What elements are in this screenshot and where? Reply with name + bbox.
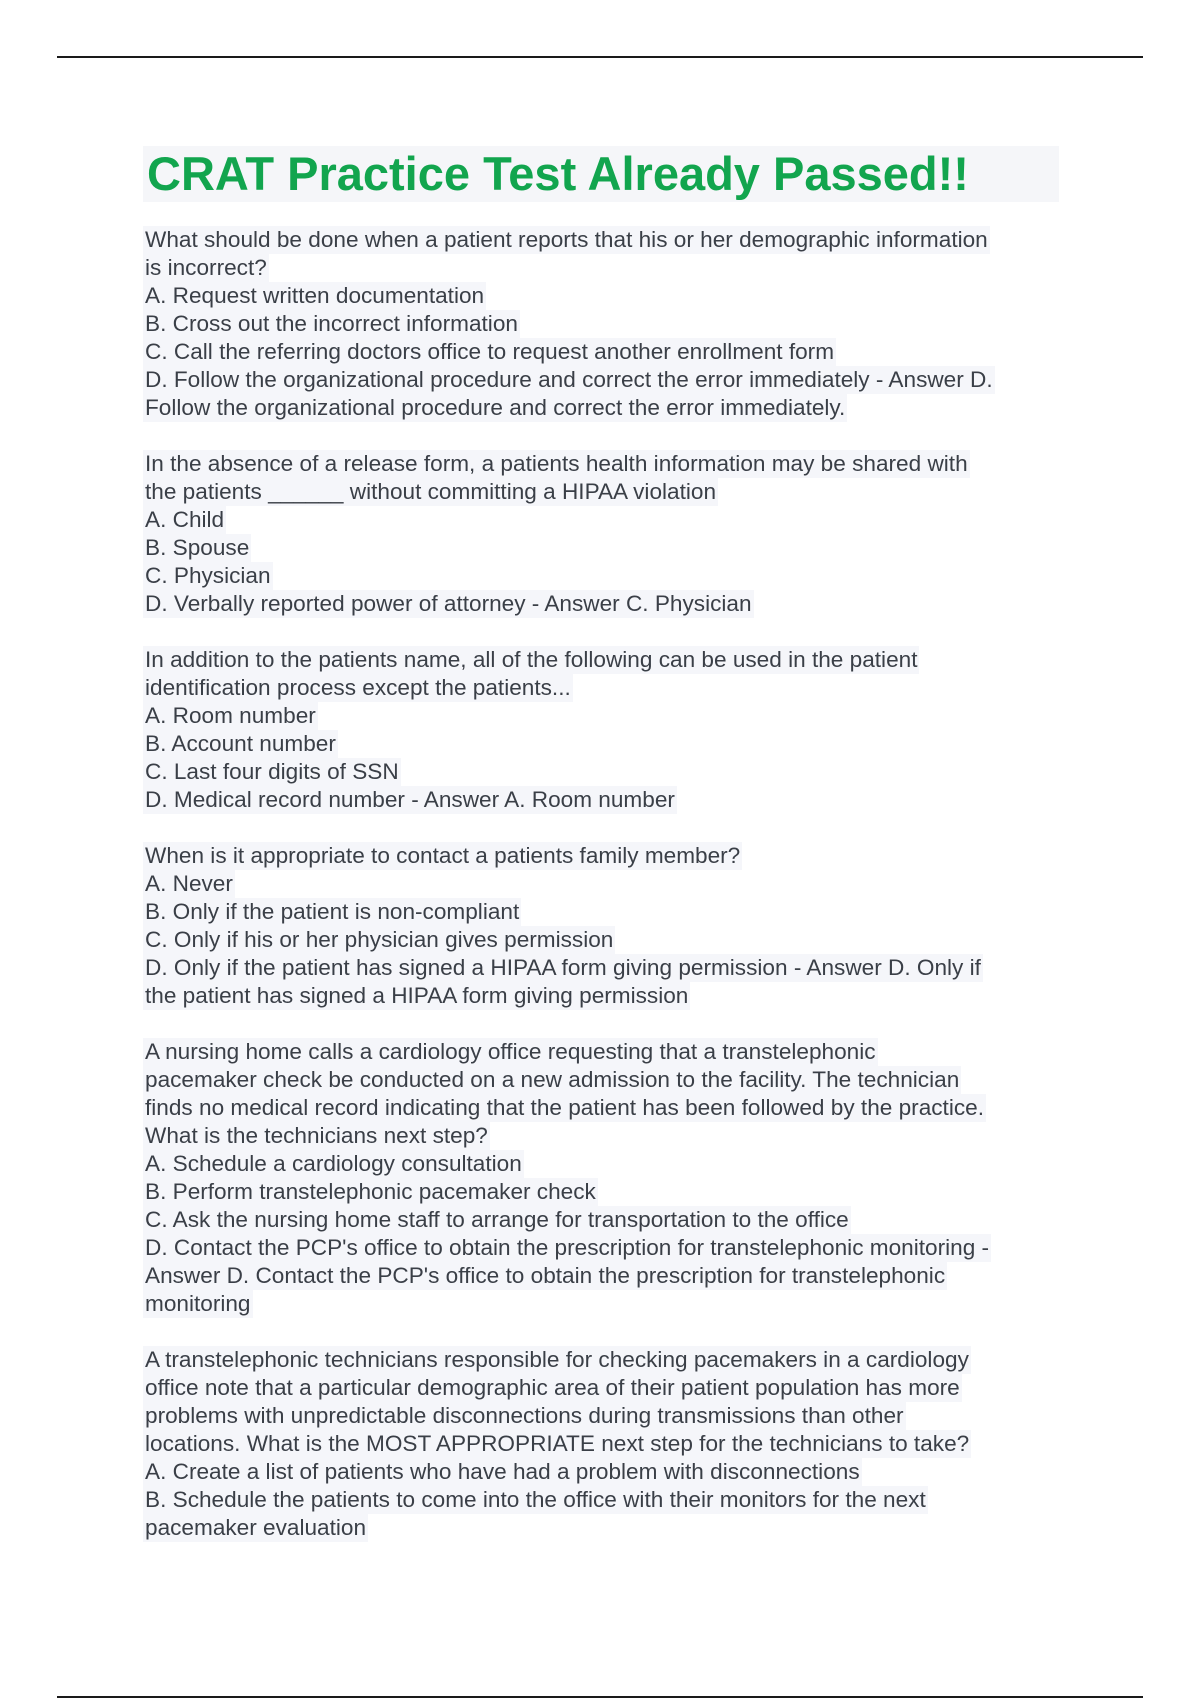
question-line: identification process except the patients... [145, 675, 571, 700]
question-line: In the absence of a release form, a patients health information may be shared with [145, 451, 968, 476]
question-line: C. Physician [145, 563, 271, 588]
question-line: problems with unpredictable disconnections during transmissions than other [145, 1403, 904, 1428]
question-line: finds no medical record indicating that the patient has been followed by the practice. [145, 1095, 984, 1120]
question-line: the patients ______ without committing a HIPAA violation [145, 479, 717, 504]
question-line: B. Only if the patient is non-compliant [145, 899, 520, 924]
question-line: D. Medical record number - Answer A. Room number [145, 787, 675, 812]
question-line: the patient has signed a HIPAA form giving permission [145, 983, 689, 1008]
question-line: C. Only if his or her physician gives permission [145, 927, 614, 952]
question-line: B. Spouse [145, 535, 250, 560]
question-block [143, 646, 1059, 814]
question-line: In addition to the patients name, all of the following can be used in the patient [145, 647, 918, 672]
question-line: C. Ask the nursing home staff to arrange for transportation to the office [145, 1207, 849, 1232]
document-body [143, 146, 1059, 1570]
question-line: B. Cross out the incorrect information [145, 311, 518, 336]
question-line: office note that a particular demographic area of their patient population has more [145, 1375, 960, 1400]
question-line: A. Create a list of patients who have had a problem with disconnections [145, 1459, 860, 1484]
question-line: A. Child [145, 507, 225, 532]
question-line: What is the technicians next step? [145, 1123, 488, 1148]
question-line: monitoring [145, 1291, 251, 1316]
question-line: B. Account number [145, 731, 336, 756]
question-line: A. Schedule a cardiology consultation [145, 1151, 522, 1176]
question-line: B. Perform transtelephonic pacemaker check [145, 1179, 596, 1204]
question-line: C. Last four digits of SSN [145, 759, 399, 784]
question-line: A. Never [145, 871, 233, 896]
question-line: C. Call the referring doctors office to request another enrollment form [145, 339, 835, 364]
question-block [143, 450, 1059, 618]
question-line: B. Schedule the patients to come into the office with their monitors for the next [145, 1487, 926, 1512]
page-title: CRAT Practice Test Already Passed!! [143, 146, 1059, 202]
question-line: A. Request written documentation [145, 283, 485, 308]
question-line: A transtelephonic technicians responsible for checking pacemakers in a cardiology [145, 1347, 969, 1372]
question-block [143, 226, 1059, 422]
question-line: Answer D. Contact the PCP's office to obtain the prescription for transtelephonic [145, 1263, 946, 1288]
question-line: D. Contact the PCP's office to obtain the prescription for transtelephonic monitoring - [145, 1235, 990, 1260]
question-line: pacemaker evaluation [145, 1515, 367, 1540]
question-line: When is it appropriate to contact a patients family member? [145, 843, 741, 868]
top-rule [57, 56, 1143, 58]
question-block [143, 1038, 1059, 1318]
question-line: D. Follow the organizational procedure and correct the error immediately - Answer D. [145, 367, 993, 392]
question-line: D. Only if the patient has signed a HIPAA form giving permission - Answer D. Only if [145, 955, 981, 980]
question-list [143, 226, 1059, 1542]
question-line: pacemaker check be conducted on a new admission to the facility. The technician [145, 1067, 960, 1092]
question-line: What should be done when a patient reports that his or her demographic information [145, 227, 988, 252]
question-line: locations. What is the MOST APPROPRIATE next step for the technicians to take? [145, 1431, 970, 1456]
question-line: A nursing home calls a cardiology office requesting that a transtelephonic [145, 1039, 876, 1064]
question-line: is incorrect? [145, 255, 267, 280]
question-block [143, 1346, 1059, 1542]
question-line: Follow the organizational procedure and correct the error immediately. [145, 395, 846, 420]
question-line: A. Room number [145, 703, 316, 728]
question-line: D. Verbally reported power of attorney - Answer C. Physician [145, 591, 752, 616]
bottom-rule [57, 1696, 1143, 1698]
question-block [143, 842, 1059, 1010]
